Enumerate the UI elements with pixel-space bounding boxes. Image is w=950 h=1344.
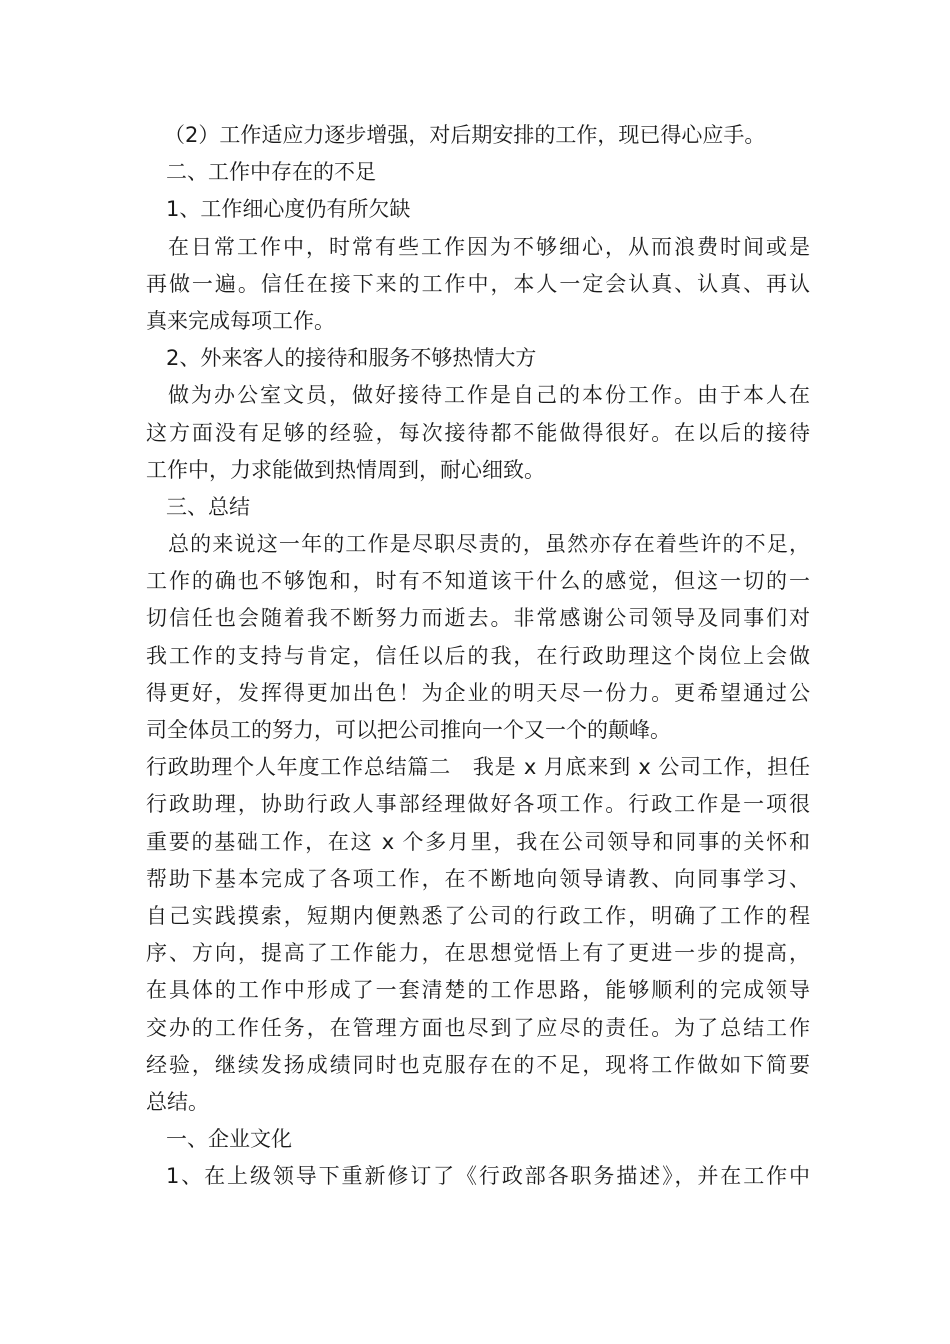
paragraph-line: 行政助理，协助行政人事部经理做好各项工作。行政工作是一项很 [146,792,810,817]
paragraph-line: 帮助下基本完成了各项工作，在不断地向领导请教、向同事学习、 [146,866,810,891]
paragraph-line: 这方面没有足够的经验，每次接待都不能做得很好。在以后的接待 [146,420,810,445]
paragraph-line: 工作中，力求能做到热情周到，耐心细致。 [146,457,545,482]
paragraph-line: 得更好，发挥得更加出色！为企业的明天尽一份力。更希望通过公 [146,680,810,705]
article-title-line: 行政助理个人年度工作总结篇二 我是 x 月底来到 x 公司工作，担任 [146,755,810,780]
paragraph-line: 我工作的支持与肯定，信任以后的我，在行政助理这个岗位上会做 [146,643,810,668]
paragraph-line: 重要的基础工作，在这 x 个多月里，我在公司领导和同事的关怀和 [146,829,810,854]
paragraph-line: 经验，继续发扬成绩同时也克服存在的不足，现将工作做如下简要 [146,1052,810,1077]
paragraph-line: 司全体员工的努力，可以把公司推向一个又一个的颠峰。 [146,718,671,742]
section-heading-summary: 三、总结 [166,494,250,519]
paragraph-line: 在具体的工作中形成了一套清楚的工作思路，能够顺利的完成领导 [146,978,810,1003]
paragraph-line: 工作的确也不够饱和，时有不知道该干什么的感觉，但这一切的一 [146,569,810,594]
paragraph-line: 总结。 [146,1089,209,1114]
section-heading-culture: 一、企业文化 [166,1127,292,1152]
paragraph-line: 总的来说这一年的工作是尽职尽责的，虽然亦存在着些许的不足， [168,532,810,557]
list-item-1: 1、在上级领导下重新修订了《行政部各职务描述》，并在工作中 [166,1164,810,1189]
paragraph-line: 序、方向，提高了工作能力，在思想觉悟上有了更进一步的提高， [146,941,810,966]
paragraph-line: 真来完成每项工作。 [146,308,335,333]
document-body [146,117,810,1195]
paragraph-line: 在日常工作中，时常有些工作因为不够细心，从而浪费时间或是 [168,234,810,259]
section-heading-shortcomings: 二、工作中存在的不足 [166,160,376,185]
paragraph-line: 做为办公室文员，做好接待工作是自己的本份工作。由于本人在 [168,383,810,408]
subheading-reception: 2、外来客人的接待和服务不够热情大方 [166,346,537,371]
paragraph-line: 自己实践摸索，短期内便熟悉了公司的行政工作，明确了工作的程 [146,903,810,928]
subheading-carefulness: 1、工作细心度仍有所欠缺 [166,197,411,222]
paragraph-line: 切信任也会随着我不断努力而逝去。非常感谢公司领导及同事们对 [146,606,810,631]
paragraph-line: 交办的工作任务，在管理方面也尽到了应尽的责任。为了总结工作 [146,1015,810,1040]
list-item-2: （2）工作适应力逐步增强，对后期安排的工作，现已得心应手。 [164,123,766,147]
paragraph-line: 再做一遍。信任在接下来的工作中，本人一定会认真、认真、再认 [146,271,810,296]
